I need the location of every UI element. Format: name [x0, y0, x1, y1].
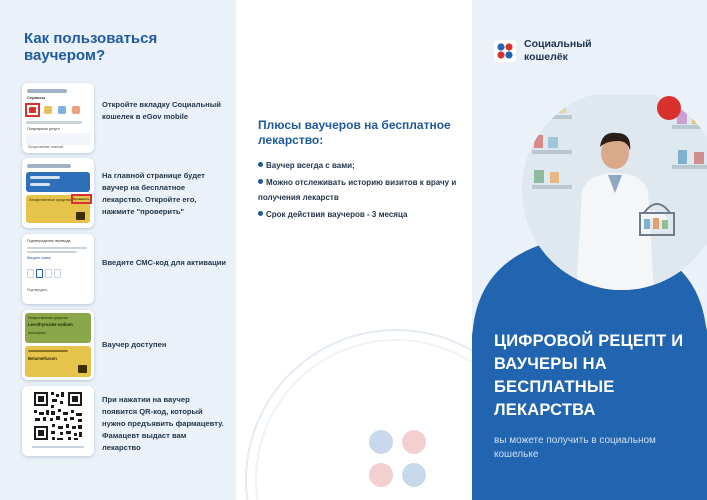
- mock-label: Amlodipine: [28, 331, 46, 335]
- mock-label: Levothyroxine sodium: [28, 322, 73, 327]
- step-1-screenshot: [22, 83, 94, 153]
- step-2-screenshot: [22, 158, 94, 228]
- step-4-screenshot: [22, 310, 94, 380]
- bullet-icon: [258, 179, 263, 184]
- instructions-title: Как пользоваться ваучером?: [24, 30, 158, 64]
- red-dot-decoration: [657, 96, 681, 120]
- qr-code-icon: [22, 386, 94, 456]
- step-4-text: Ваучер доступен: [102, 340, 167, 349]
- step-2-text: На главной странице будет ваучер на бесплатное лекарство. Откройте его, нажмите "проверить": [102, 171, 205, 216]
- benefit-item: Срок действия ваучеров - 3 месяца: [258, 207, 463, 222]
- mock-label: Введите номер: [27, 256, 51, 260]
- decorative-arc: [236, 300, 472, 500]
- mock-label: Популярные услуги: [27, 127, 60, 131]
- four-dots-logo-icon: [494, 40, 516, 62]
- step-5-text: При нажатии на ваучер появится QR-код, который нужно предъявить фармацевту. Фамацевт выдаст вам лекарство: [102, 395, 224, 452]
- benefit-item: Ваучер всегда с вами;: [258, 158, 463, 173]
- brand-name: Социальный кошелёк: [524, 38, 592, 63]
- mock-label: Сервисы: [27, 95, 46, 100]
- mock-label: Лекарственные средства: [28, 316, 68, 320]
- mock-label: Betamethason: [28, 356, 57, 361]
- step-3-screenshot: [22, 234, 94, 304]
- benefits-panel: [236, 0, 472, 500]
- mock-label: Просроченные платежи: [28, 145, 64, 149]
- mock-label: Проверить: [73, 197, 90, 201]
- mock-label: Лекарственные средства: [29, 198, 71, 202]
- instructions-panel: [0, 0, 236, 500]
- hero-subtitle: вы можете получить в социальном кошельке: [494, 435, 656, 460]
- step-3-text: Введите СМС-код для активации: [102, 258, 227, 267]
- bullet-icon: [258, 162, 263, 167]
- mock-label: Подтвердить: [27, 288, 48, 292]
- mock-label: Подтверждение перевода: [27, 239, 71, 243]
- step-1-text: Откройте вкладку Социальный кошелек в eGov mobile: [102, 100, 221, 121]
- hero-title: ЦИФРОВОЙ РЕЦЕПТ И ВАУЧЕРЫ НА БЕСПЛАТНЫЕ ЛЕКАРСТВА: [494, 332, 684, 419]
- benefit-item: Можно отслеживать историю визитов к врачу и получения лекарств: [258, 178, 457, 202]
- step-5-screenshot: [22, 386, 94, 456]
- cover-panel: [472, 0, 707, 500]
- benefits-title: Плюсы ваучеров на бесплатное лекарство:: [258, 118, 451, 147]
- bullet-icon: [258, 211, 263, 216]
